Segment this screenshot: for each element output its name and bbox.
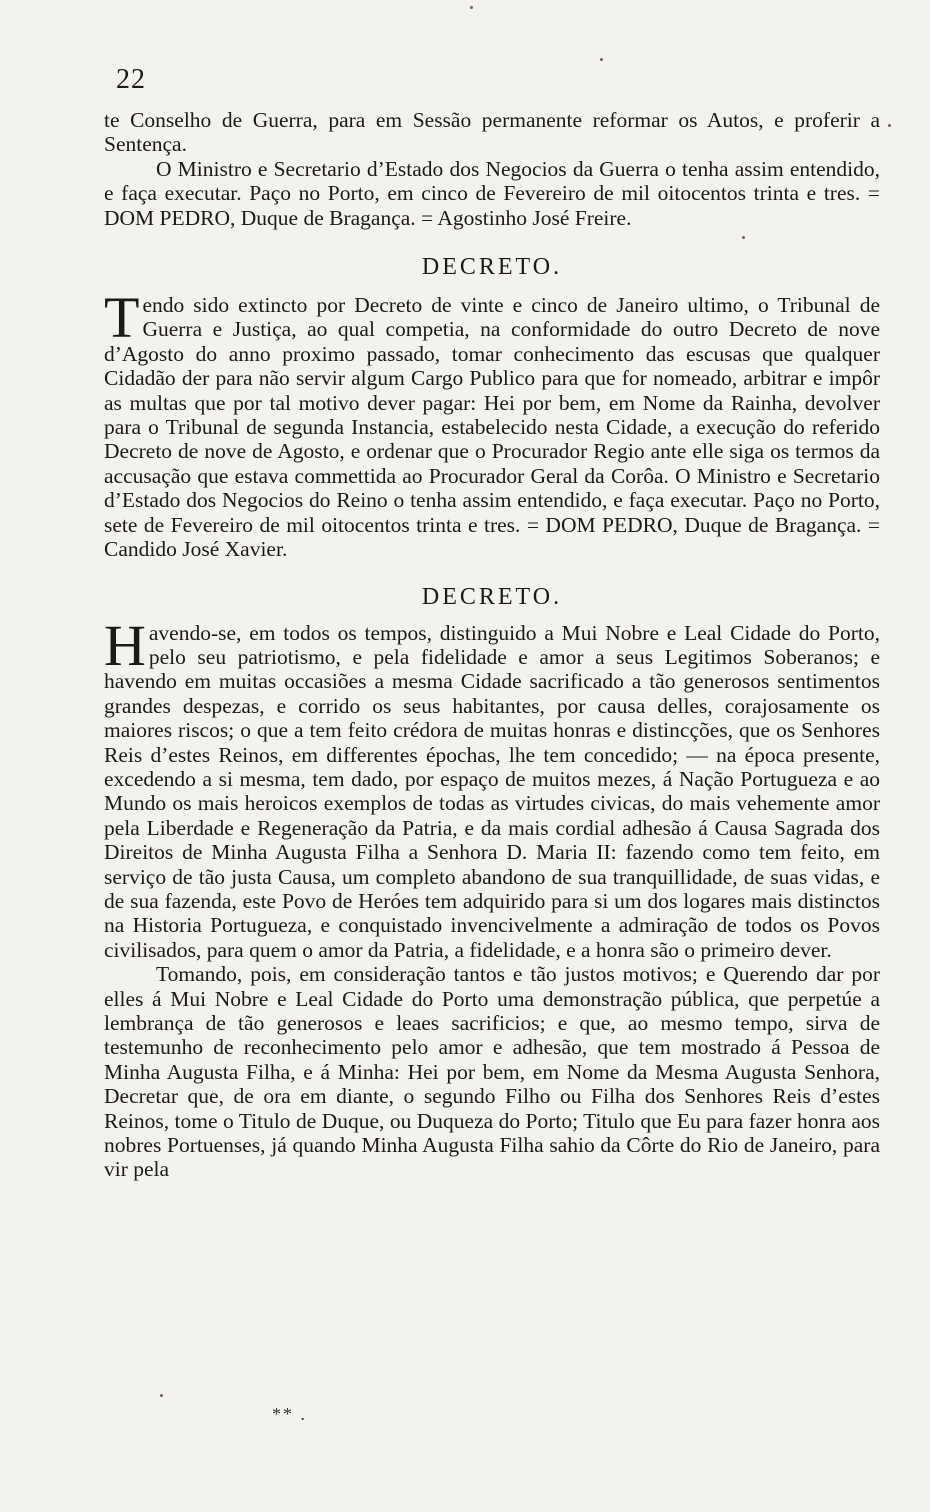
page-body (104, 108, 880, 1182)
decree-paragraph-continued: Tomando, pois, em consideração tantos e tão justos motivos; e Querendo dar por elles á Mui Nobre e Leal Cidade do Porto uma demonstração pública, que perpetúe a lembrança de tão generosos e leaes sacrificios; e que, ao mesmo tempo, sirva de testemunho de reconhecimento pelo amor e adhesão, que tem mostrado á Pessoa de Minha Augusta Filha, e á Minha: Hei por bem, em Nome da Mesma Augusta Senhora, Decretar que, de ora em diante, o segundo Filho ou Filha dos Senhores Reis d’estes Reinos, tome o Titulo de Duque, ou Duqueza do Porto; Titulo que Eu para fazer honra aos nobres Portuenses, já quando Minha Augusta Filha sahio da Côrte do Rio de Janeiro, para vir pela (104, 962, 880, 1182)
decree-heading: DECRETO. (421, 583, 563, 610)
ministerial-order-paragraph: O Ministro e Secretario d’Estado dos Negocios da Guerra o tenha assim entendido, e faça executar. Paço no Porto, em cinco de Fevereiro de mil oitocentos trinta e tres. = DOM PEDRO, Duque de Bragança. = Agostinho José Freire. (104, 156, 880, 230)
decree-text: avendo-se, em todos os tempos, distinguido a Mui Nobre e Leal Cidade do Porto, pelo seu patriotismo, e pela fidelidade e amor a seus Legitimos Soberanos; e havendo em muitas occasiões a mesma Cidade sacrificado a tão generosos sentimentos grandes despezas, e corrido os seus habitantes, por causa delles, corajosamente os maiores riscos; o que a tem feito crédora de muitas honras e distincções, que os Senhores Reis d’estes Reinos, em differentes épochas, lhe tem concedido; — na época presente, excedendo a si mesma, tem dado, por espaço de muitos mezes, á Nação Portugueza e ao Mundo os mais heroicos exemplos de todas as virtudes civicas, do mais vehemente amor pela Liberdade e Regeneração da Patria, e da mais cordial adhesão á Causa Sagrada dos Direitos de Minha Augusta Filha a Senhora D. Maria II: fazendo como tem feito, em serviço de tão justa Causa, um completo abandono de sua tranquillidade, de suas vidas, e de sua fazenda, este Povo de Heróes tem adquirido para si um dos logares mais distinctos na Historia Portugueza, e conquistado invencivelmente a admiração de todos os Povos civilisados, para quem o amor da Patria, a fidelidade, e a honra são o primeiro dever. (104, 620, 880, 962)
decree-text: endo sido extincto por Decreto de vinte e cinco de Janeiro ultimo, o Tribunal de Guerra e Justiça, ao qual competia, na conformidade do outro Decreto de nove d’Agosto do anno proximo passado, tomar conhecimento das escusas que qualquer Cidadão der para não servir algum Cargo Publico para que for nomeado, arbitrar e impôr as multas que por tal motivo dever pagar: Hei por bem, em Nome da Rainha, devolver para o Tribunal de segunda Instancia, estabelecido nesta Cidade, a execução do referido Decreto de nove de Agosto, e ordenar que o Procurador Regio ante elle siga os termos da accusação que estava commettida ao Procurador Geral da Corôa. O Ministro e Secretario d’Estado dos Negocios do Reino o tenha assim entendido, e faça executar. Paço no Porto, sete de Fevereiro de mil oitocentos trinta e tres. = DOM PEDRO, Duque de Bragança. = Candido José Xavier. (104, 293, 880, 562)
print-speck (888, 124, 891, 127)
print-speck (742, 236, 745, 239)
decree-paragraph (104, 285, 880, 562)
continuation-paragraph: te Conselho de Guerra, para em Sessão permanente reformar os Autos, e proferir a Sentença. (104, 108, 880, 157)
print-speck (470, 6, 473, 9)
print-speck (600, 58, 603, 61)
drop-cap: T (104, 285, 140, 351)
page-number: 22 (116, 64, 146, 95)
decree-heading: DECRETO. (421, 254, 563, 281)
drop-cap: H (104, 612, 146, 678)
decree-paragraph (104, 612, 880, 963)
print-speck (160, 1394, 163, 1397)
signature-mark: ** . (272, 1404, 307, 1424)
